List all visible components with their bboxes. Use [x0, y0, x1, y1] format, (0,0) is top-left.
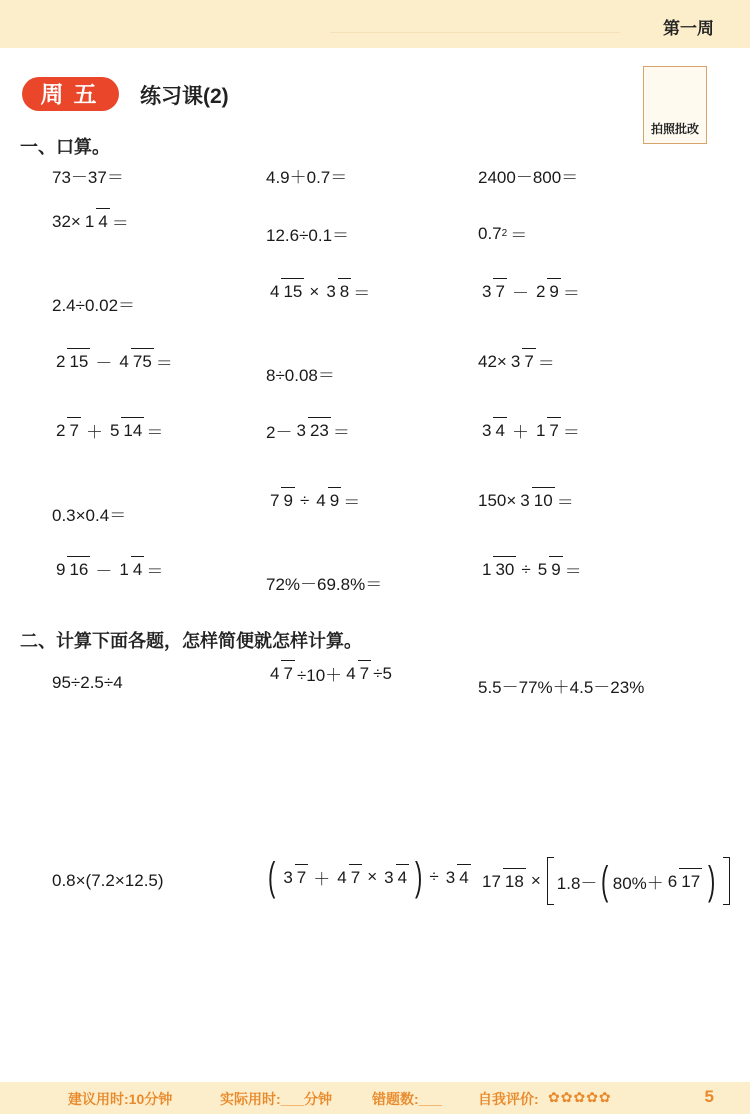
oral-problem: 2 7 ＋ 5 14 ＝: [52, 418, 163, 443]
oral-problem: 2 15 － 4 75 ＝: [52, 349, 173, 374]
oral-problem: 3 4 ＋ 1 7 ＝: [478, 418, 580, 443]
ghost-text-bleed: [330, 20, 620, 33]
oral-problem: 12.6÷0.1＝: [266, 226, 350, 245]
self-evaluation-stars[interactable]: ✿✿✿✿✿: [548, 1089, 612, 1105]
week-label: 第一周: [663, 19, 714, 38]
oral-problem: 2400－800＝: [478, 168, 579, 187]
oral-problem: 32× 1 4 ＝: [52, 209, 129, 234]
oral-problem: 4 15 × 3 8 ＝: [266, 279, 370, 304]
calc-problem: 5.5－77%＋4.5－23%: [478, 678, 645, 697]
oral-problem: 0.3×0.4＝: [52, 506, 127, 525]
day-badge: 周五: [22, 77, 119, 111]
oral-problem: 8÷0.08＝: [266, 366, 335, 385]
error-count[interactable]: 错题数:___: [372, 1091, 443, 1107]
footer-bar: [0, 1082, 750, 1114]
calc-problem: 0.8×(7.2×12.5): [52, 871, 164, 890]
calc-problem: 17 18 × 1.8－ ( 80%＋ 6 17 ): [478, 857, 733, 905]
top-banner: [0, 0, 750, 48]
oral-problem: 2.4÷0.02＝: [52, 296, 136, 315]
oral-problem: 9 16 － 1 4 ＝: [52, 557, 163, 582]
calc-problem: 95÷2.5÷4: [52, 673, 123, 692]
self-evaluation-label: 自我评价:: [478, 1091, 539, 1107]
lesson-title: 练习课(2): [140, 85, 229, 108]
photo-grading-label: 拍照批改: [650, 122, 699, 136]
oral-problem: 3 7 － 2 9 ＝: [478, 279, 580, 304]
oral-problem: 42× 3 7 ＝: [478, 349, 555, 374]
calc-problem: 4 7 ÷10＋ 4 7 ÷5: [266, 661, 392, 686]
oral-problem: 73－37＝: [52, 168, 124, 187]
oral-problem: 0.7 2 ＝: [478, 223, 528, 245]
suggested-time: 建议用时:10分钟: [68, 1091, 173, 1107]
right-square-bracket: [723, 857, 730, 905]
page-number: 5: [704, 1087, 714, 1106]
section-title-oral: 一、口算。: [20, 137, 110, 157]
calc-problem: ( 3 7 ＋ 4 7 × 3 4 ) ÷ 3 4: [267, 855, 469, 899]
oral-problem: 2－ 3 23 ＝: [266, 418, 350, 443]
actual-time[interactable]: 实际用时:___分钟: [220, 1091, 333, 1107]
oral-problem: 7 9 ÷ 4 9 ＝: [266, 488, 360, 513]
left-square-bracket: [547, 857, 554, 905]
oral-problem: 150× 3 10 ＝: [478, 488, 574, 513]
oral-problem: 1 30 ÷ 5 9 ＝: [478, 557, 582, 582]
oral-problem: 72%－69.8%＝: [266, 575, 383, 594]
oral-problem: 4.9＋0.7＝: [266, 168, 348, 187]
photo-grading-box[interactable]: [643, 66, 707, 144]
section-title-calc: 二、计算下面各题，怎样简便就怎样计算。: [20, 631, 362, 651]
